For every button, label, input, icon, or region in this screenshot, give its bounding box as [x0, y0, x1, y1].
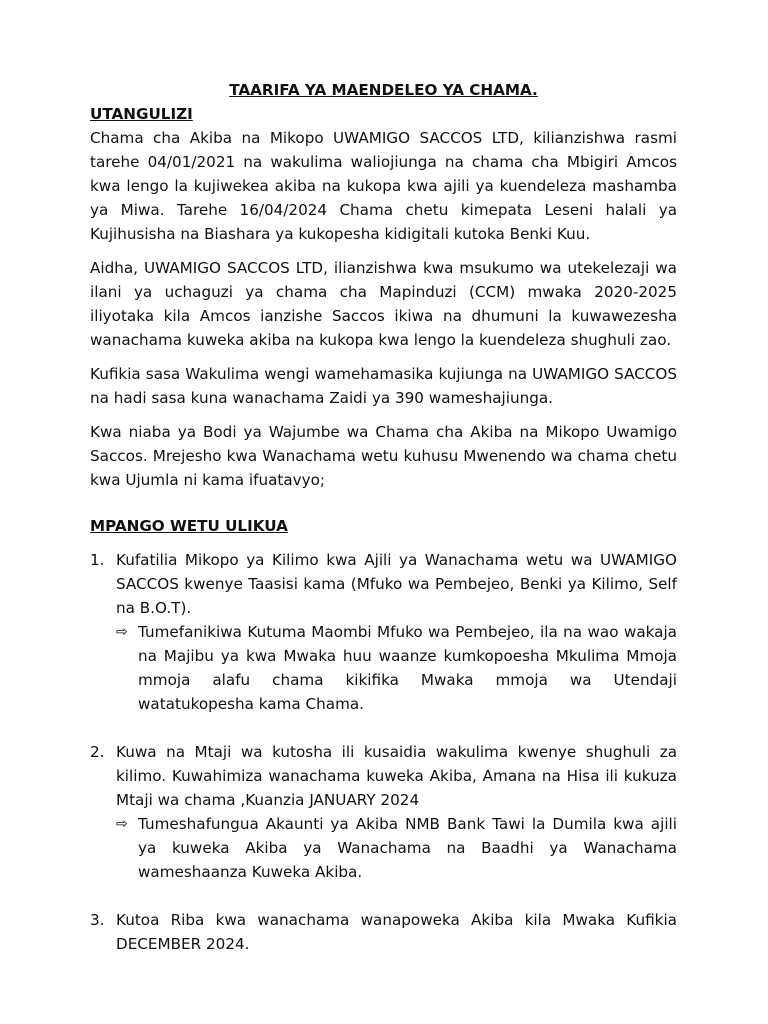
intro-paragraph-1: Chama cha Akiba na Mikopo UWAMIGO SACCOS LTD, kilianzishwa rasmi tarehe 04/01/2021 na wakulima waliojiunga na chama cha Mbigiri Amcos kwa lengo la kujiwekea akiba na kukopa kwa ajili ya kuendeleza mashamba ya Miwa. Tarehe 16/04/2024 Chama chetu kimepata Leseni halali ya Kujihusisha na Biashara ya kukopesha kidigitali kutoka Benki Kuu. — [90, 129, 677, 243]
plan-sub-item — [116, 812, 677, 884]
plan-item-number: 2. — [90, 743, 105, 761]
plan-sub-item-text: Tumeshafungua Akaunti ya Akiba NMB Bank Tawi la Dumila kwa ajili ya kuweka Akiba ya Wanachama na Baadhi ya Wanachama wameshaanza Kuweka Akiba. — [138, 815, 677, 881]
plan-sub-item — [116, 620, 677, 716]
plan-item-3 — [90, 908, 677, 956]
plan-item-number: 3. — [90, 911, 105, 929]
plan-list — [90, 548, 677, 956]
plan-item-1 — [90, 548, 677, 716]
intro-heading: UTANGULIZI — [90, 105, 193, 123]
plan-item-text: Kuwa na Mtaji wa kutosha ili kusaidia wakulima kwenye shughuli za kilimo. Kuwahimiza wanachama kuweka Akiba, Amana na Hisa ili kukuza Mtaji wa chama ,Kuanzia JANUARY 2024 — [116, 743, 677, 809]
plan-sub-item-text: Tumefanikiwa Kutuma Maombi Mfuko wa Pembejeo, ila na wao wakaja na Majibu ya kwa Mwaka huu waanze kumkopoesha Mkulima Mmoja mmoja alafu chama kikifika Mwaka mmoja wa Utendaji watatukopesha kama Chama. — [138, 623, 677, 713]
plan-item-sublist — [116, 620, 677, 716]
outline-right-arrow-icon: ⇨ — [116, 624, 128, 640]
plan-item-text: Kutoa Riba kwa wanachama wanapoweka Akiba kila Mwaka Kufikia DECEMBER 2024. — [116, 911, 677, 953]
plan-item-number: 1. — [90, 551, 105, 569]
document-page — [90, 78, 677, 980]
plan-item-sublist — [116, 812, 677, 884]
document-title: TAARIFA YA MAENDELEO YA CHAMA. — [229, 81, 538, 99]
outline-right-arrow-icon: ⇨ — [116, 816, 128, 832]
intro-paragraph-2: Aidha, UWAMIGO SACCOS LTD, ilianzishwa kwa msukumo wa utekelezaji wa ilani ya uchaguzi ya chama cha Mapinduzi (CCM) mwaka 2020-2025 iliyotaka kila Amcos ianzishe Saccos ikiwa na dhumuni la kuwawezesha wanachama kuweka akiba na kukopa kwa lengo la kuendeleza shughuli zao. — [90, 259, 677, 349]
intro-paragraph-3: Kufikia sasa Wakulima wengi wamehamasika kujiunga na UWAMIGO SACCOS na hadi sasa kuna wanachama Zaidi ya 390 wameshajiunga. — [90, 365, 677, 407]
plan-heading: MPANGO WETU ULIKUA — [90, 517, 288, 535]
plan-item-text: Kufatilia Mikopo ya Kilimo kwa Ajili ya Wanachama wetu wa UWAMIGO SACCOS kwenye Taasisi kama (Mfuko wa Pembejeo, Benki ya Kilimo, Self na B.O.T). — [116, 551, 677, 617]
plan-item-2 — [90, 740, 677, 884]
spacer — [90, 502, 677, 514]
intro-paragraph-4: Kwa niaba ya Bodi ya Wajumbe wa Chama cha Akiba na Mikopo Uwamigo Saccos. Mrejesho kwa Wanachama wetu kuhusu Mwenendo wa chama chetu kwa Ujumla ni kama ifuatavyo; — [90, 423, 677, 489]
